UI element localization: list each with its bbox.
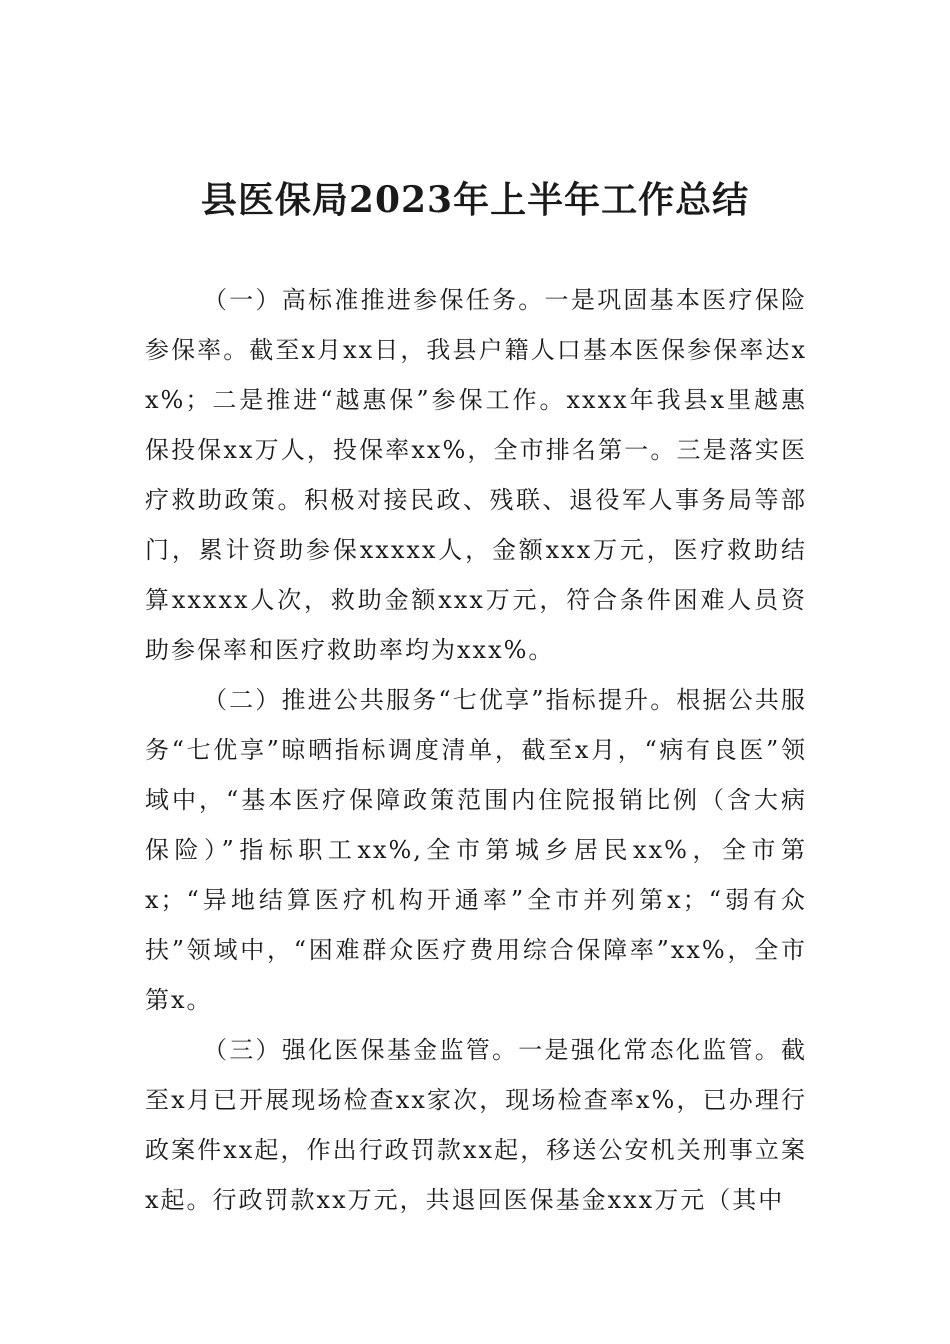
paragraph-1: （一）高标准推进参保任务。一是巩固基本医疗保险参保率。截至x月xx日，我县户籍人口基本医保参保率达xx%；二是推进“越惠保”参保工作。xxxx年我县x里越惠保投保xx万人，投保率xx%，全市排名第一。三是落实医疗救助政策。积极对接民政、残联、退役军人事务局等部门，累计资助参保xxxxx人，金额xxx万元，医疗救助结算xxxxx人次，救助金额xxx万元，符合条件困难人员资助参保率和医疗救助率均为xxx%。: [145, 286, 807, 664]
document-title: 县医保局2023年上半年工作总结: [200, 179, 750, 221]
paragraph-3: （三）强化医保基金监管。一是强化常态化监管。截至x月已开展现场检查xx家次，现场检查率x%，已办理行政案件xx起，作出行政罚款xx起，移送公安机关刑事立案x起。行政罚款xx万元，共退回医保基金xxx万元（其中: [145, 1036, 807, 1214]
paragraph-2: （二）推进公共服务“七优享”指标提升。根据公共服务“七优享”晾晒指标调度清单，截至x月，“病有良医”领域中，“基本医疗保障政策范围内住院报销比例（含大病保险）”指标职工xx%,全市第城乡居民xx%，全市第x；“异地结算医疗机构开通率”全市并列第x；“弱有众扶”领域中，“困难群众医疗费用综合保障率”xx%，全市第x。: [145, 686, 807, 1014]
document-body: [145, 275, 807, 1225]
